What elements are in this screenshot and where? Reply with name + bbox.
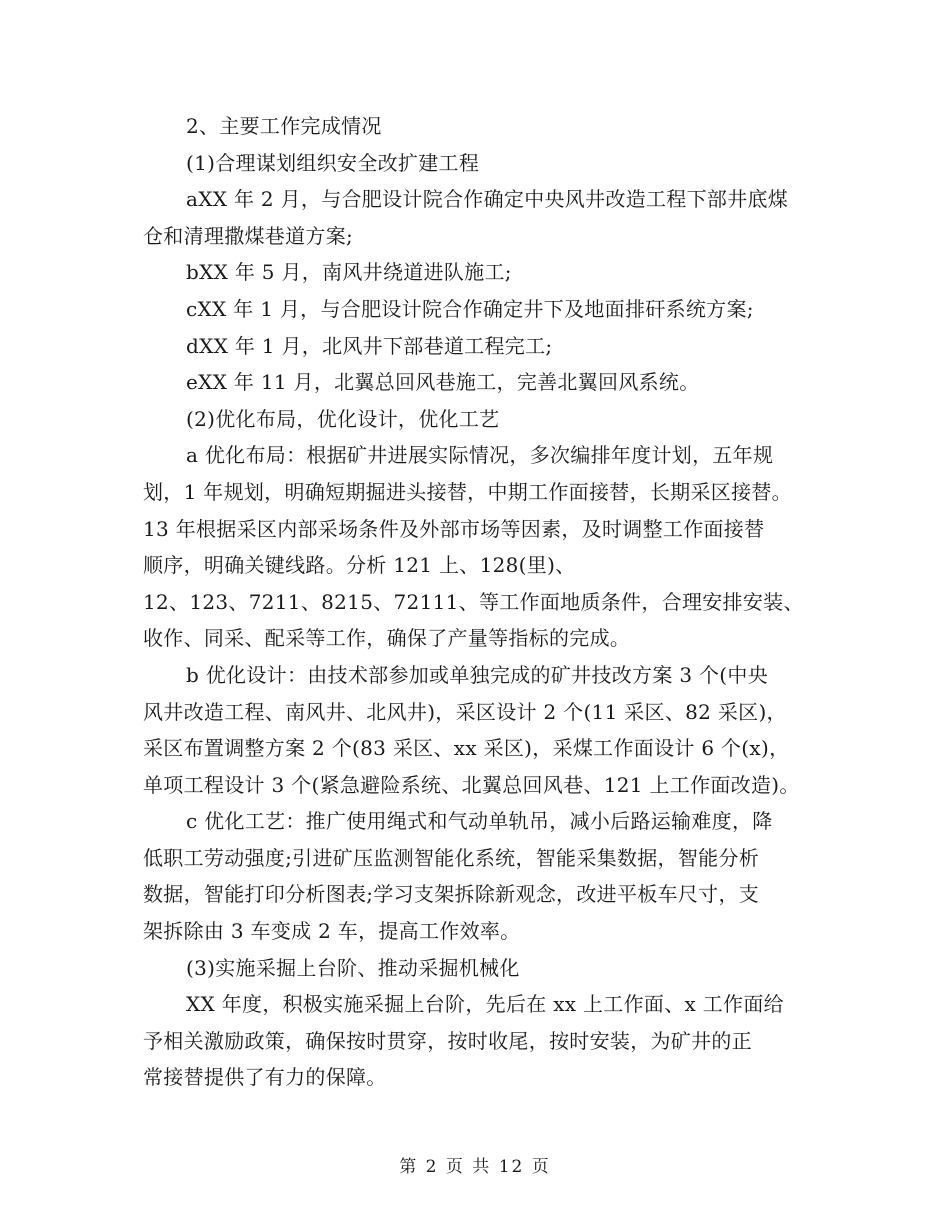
- paragraph-line: 低职工劳动强度;引进矿压监测智能化系统，智能采集数据，智能分析: [143, 845, 760, 870]
- paragraph-line: c 优化工艺：推广使用绳式和气动单轨吊，减小后路运输难度，降: [186, 809, 773, 834]
- paragraph-line: b 优化设计：由技术部参加或单独完成的矿井技改方案 3 个(中央: [186, 662, 769, 687]
- paragraph-line: aXX 年 2 月，与合肥设计院合作确定中央风井改造工程下部井底煤: [186, 187, 789, 212]
- paragraph-line: 采区布置调整方案 2 个(83 采区、xx 采区)，采煤工作面设计 6 个(x)，: [143, 736, 790, 761]
- paragraph-line: a 优化布局：根据矿井进展实际情况，多次编排年度计划，五年规: [186, 443, 774, 468]
- paragraph-line: 风井改造工程、南风井、北风井)，采区设计 2 个(11 采区、82 采区)，: [143, 699, 787, 724]
- subsection-heading: (1)合理谋划组织安全改扩建工程: [186, 150, 480, 175]
- paragraph-line: XX 年度，积极实施采掘上台阶，先后在 xx 上工作面、x 工作面给: [186, 992, 784, 1017]
- paragraph-line: 单项工程设计 3 个(紧急避险系统、北翼总回风巷、121 上工作面改造)。: [143, 772, 800, 797]
- page-number-footer: 第 2 页 共 12 页: [399, 1157, 551, 1177]
- subsection-heading: (2)优化布局，优化设计，优化工艺: [186, 406, 500, 431]
- paragraph-line: 顺序，明确关键线路。分析 121 上、128(里)、: [143, 553, 576, 578]
- paragraph-line: 予相关激励政策，确保按时贯穿，按时收尾，按时安装，为矿井的正: [143, 1028, 752, 1053]
- document-body: [143, 108, 823, 1096]
- subsection-heading: (3)实施采掘上台阶、推动采掘机械化: [186, 955, 520, 980]
- paragraph-line: 仓和清理撒煤巷道方案;: [143, 223, 354, 248]
- paragraph-line: bXX 年 5 月，南风井绕道进队施工;: [186, 260, 512, 285]
- paragraph-line: 划，1 年规划，明确短期掘进头接替，中期工作面接替，长期采区接替。: [143, 479, 792, 504]
- paragraph-line: cXX 年 1 月，与合肥设计院合作确定井下及地面排矸系统方案;: [186, 296, 754, 321]
- paragraph-line: 12、123、7211、8215、72111、等工作面地质条件，合理安排安装、: [143, 589, 804, 614]
- paragraph-line: dXX 年 1 月，北风井下部巷道工程完工;: [186, 333, 553, 358]
- paragraph-line: 架拆除由 3 车变成 2 车，提高工作效率。: [143, 919, 521, 944]
- paragraph-line: 数据，智能打印分析图表;学习支架拆除新观念，改进平板车尺寸，支: [143, 882, 760, 907]
- paragraph-line: eXX 年 11 月，北翼总回风巷施工，完善北翼回风系统。: [186, 370, 700, 395]
- section-heading: 2、主要工作完成情况: [186, 114, 382, 138]
- paragraph-line: 收作、同采、配采等工作，确保了产量等指标的完成。: [143, 626, 631, 651]
- paragraph-line: 常接替提供了有力的保障。: [143, 1065, 387, 1090]
- paragraph-line: 13 年根据采区内部采场条件及外部市场等因素，及时调整工作面接替: [143, 516, 765, 541]
